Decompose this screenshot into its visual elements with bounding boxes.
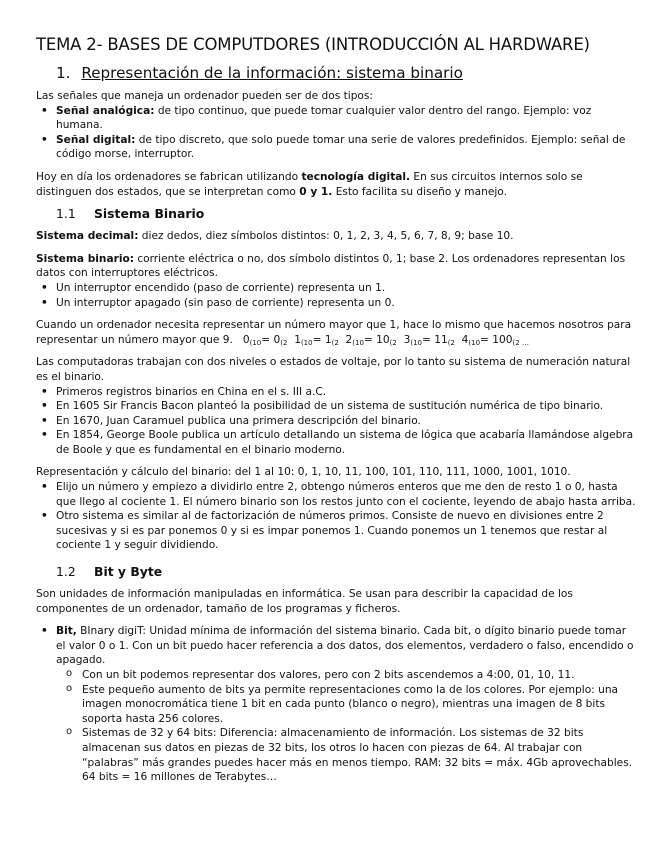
list-item: • En 1670, Juan Caramuel publica una primera descripción del binario. xyxy=(36,414,637,429)
definition: de tipo continuo, que puede tomar cualquier valor dentro del rango. Ejemplo: voz humana. xyxy=(56,104,592,132)
document-title: TEMA 2- BASES DE COMPUTDORES (INTRODUCCIÓN AL HARDWARE) xyxy=(36,35,590,54)
binary-calculation-list xyxy=(36,480,637,553)
binary-equivalences: $0_{(10}= 0_{(2}$ $1_{(10}= 1_{(2}$ $2_{(10}= 10_{(2}$ $3_{(10}= 11_{(2}$ $4_{(10}= 100_{(2 \dots}$ xyxy=(242,333,529,347)
bold-text: 0 y 1. xyxy=(299,185,333,198)
digital-technology-paragraph xyxy=(36,170,637,199)
list-item xyxy=(36,624,637,785)
bit-sublist xyxy=(62,668,637,785)
signals-intro: Las señales que maneja un ordenador pueden ser de dos tipos: xyxy=(36,90,373,102)
sublist-item: o Sistemas de 32 y 64 bits: Diferencia: almacenamiento de información. Los sistemas de 32 bits almacenan sus datos en piezas de 32 bits, los otros lo hacen con piezas de 64. Al trabajar con “palabras” más grandes puedes hacer más en menos tiempo. RAM: 32 bits = máx. 4Gb aprovechables. 64 bits = 16 millones de Terabytes… xyxy=(62,726,637,784)
list-item: • Un interruptor apagado (sin paso de corriente) representa un 0. xyxy=(36,296,637,311)
section-1-2-heading xyxy=(56,563,637,581)
list-item: • En 1854, George Boole publica un artículo detallando un sistema de lógica que acabaría llamándose algebra de Boole y que es fundamental en el binario moderno. xyxy=(36,428,637,457)
list-item: • En 1605 Sir Francis Bacon planteó la posibilidad de un sistema de sustitución numérica de tipo binario. xyxy=(36,399,637,414)
list-item xyxy=(36,133,637,162)
binary-system-paragraph xyxy=(36,252,637,281)
term: Sistema decimal: xyxy=(36,230,139,243)
section-title: Sistema Binario xyxy=(94,206,205,222)
text: Esto facilita su diseño y manejo. xyxy=(332,185,507,198)
section-1-1-heading xyxy=(56,205,637,223)
section-1-number: 1. xyxy=(56,64,71,82)
bit-list xyxy=(36,624,637,785)
voltage-paragraph: Las computadoras trabajan con dos niveles o estados de voltaje, por lo tanto su sistema de numeración natural es el binario. xyxy=(36,356,631,383)
decimal-system-paragraph xyxy=(36,229,637,244)
history-list xyxy=(36,385,637,458)
section-1-heading xyxy=(56,63,637,83)
definition: BInary digiT: Unidad mínima de información del sistema binario. Cada bit, o dígito binario puede tomar el valor 0 o 1. Con un bit puedo hacer referencia a dos datos, dos elementos, verdadero o falso, encendido o apagado. xyxy=(56,625,634,667)
term: Señal analógica: xyxy=(56,104,155,117)
bold-text: tecnología digital. xyxy=(301,170,411,183)
text: En sus circuitos internos solo se distinguen dos estados, que se interpretan como xyxy=(36,170,583,198)
list-item xyxy=(36,104,637,133)
switch-list xyxy=(36,281,637,310)
text: Hoy en día los ordenadores se fabrican utilizando xyxy=(36,170,302,183)
section-1-title: Representación de la información: sistema binario xyxy=(81,64,463,82)
section-number: 1.1 xyxy=(56,206,76,222)
term: Bit, xyxy=(56,625,77,638)
bit-byte-intro: Son unidades de información manipuladas en informática. Se usan para describir la capacidad de los componentes de un ordenador, tamaño de los programas y ficheros. xyxy=(36,588,573,615)
signal-types-list xyxy=(36,104,637,162)
list-item: • Primeros registros binarios en China en el s. III a.C. xyxy=(36,385,637,400)
term: Sistema binario: xyxy=(36,252,134,265)
binary-calculation-intro: Representación y cálculo del binario: del 1 al 10: 0, 1, 10, 11, 100, 101, 110, 111, 1000, 1001, 1010. xyxy=(36,466,571,479)
definition: diez dedos, diez símbolos distintos: 0, 1, 2, 3, 4, 5, 6, 7, 8, 9; base 10. xyxy=(138,230,514,243)
list-item: • Otro sistema es similar al de factorización de números primos. Consiste de nuevo en divisiones entre 2 sucesivas y si es par ponemos 0 y si es impar ponemos 1. Cuando ponemos un 1 tenemos que restar al cociente 1 y seguir dividiendo. xyxy=(36,509,637,553)
definition: de tipo discreto, que solo puede tomar una serie de valores predefinidos. Ejemplo: señal de código morse, interruptor. xyxy=(56,133,626,161)
text: Cuando un ordenador necesita representar un número mayor que 1, hace lo mismo que hacemos nosotros para representar un número mayor que 9. xyxy=(36,319,632,346)
list-item: • Elijo un número y empiezo a dividirlo entre 2, obtengo números enteros que me den de resto 1 o 0, hasta que llego al cociente 1. El número binario son los restos junto con el cociente, leyendo de abajo hasta arriba. xyxy=(36,480,637,509)
sublist-item: o Este pequeño aumento de bits ya permite representaciones como la de los colores. Por ejemplo: una imagen monocromática tiene 1 bit en cada punto (blanco o negro), mientras una imagen de 8 bits soporta hasta 256 colores. xyxy=(62,683,637,727)
definition: corriente eléctrica o no, dos símbolo distintos 0, 1; base 2. Los ordenadores representan los datos con interruptores eléctricos. xyxy=(36,252,626,280)
sublist-item: o Con un bit podemos representar dos valores, pero con 2 bits ascendemos a 4:00, 01, 10, 11. xyxy=(62,668,637,683)
term: Señal digital: xyxy=(56,133,136,146)
list-item: • Un interruptor encendido (paso de corriente) representa un 1. xyxy=(36,281,637,296)
section-title: Bit y Byte xyxy=(94,564,163,580)
section-number: 1.2 xyxy=(56,564,76,580)
greater-than-one-paragraph xyxy=(36,318,637,347)
